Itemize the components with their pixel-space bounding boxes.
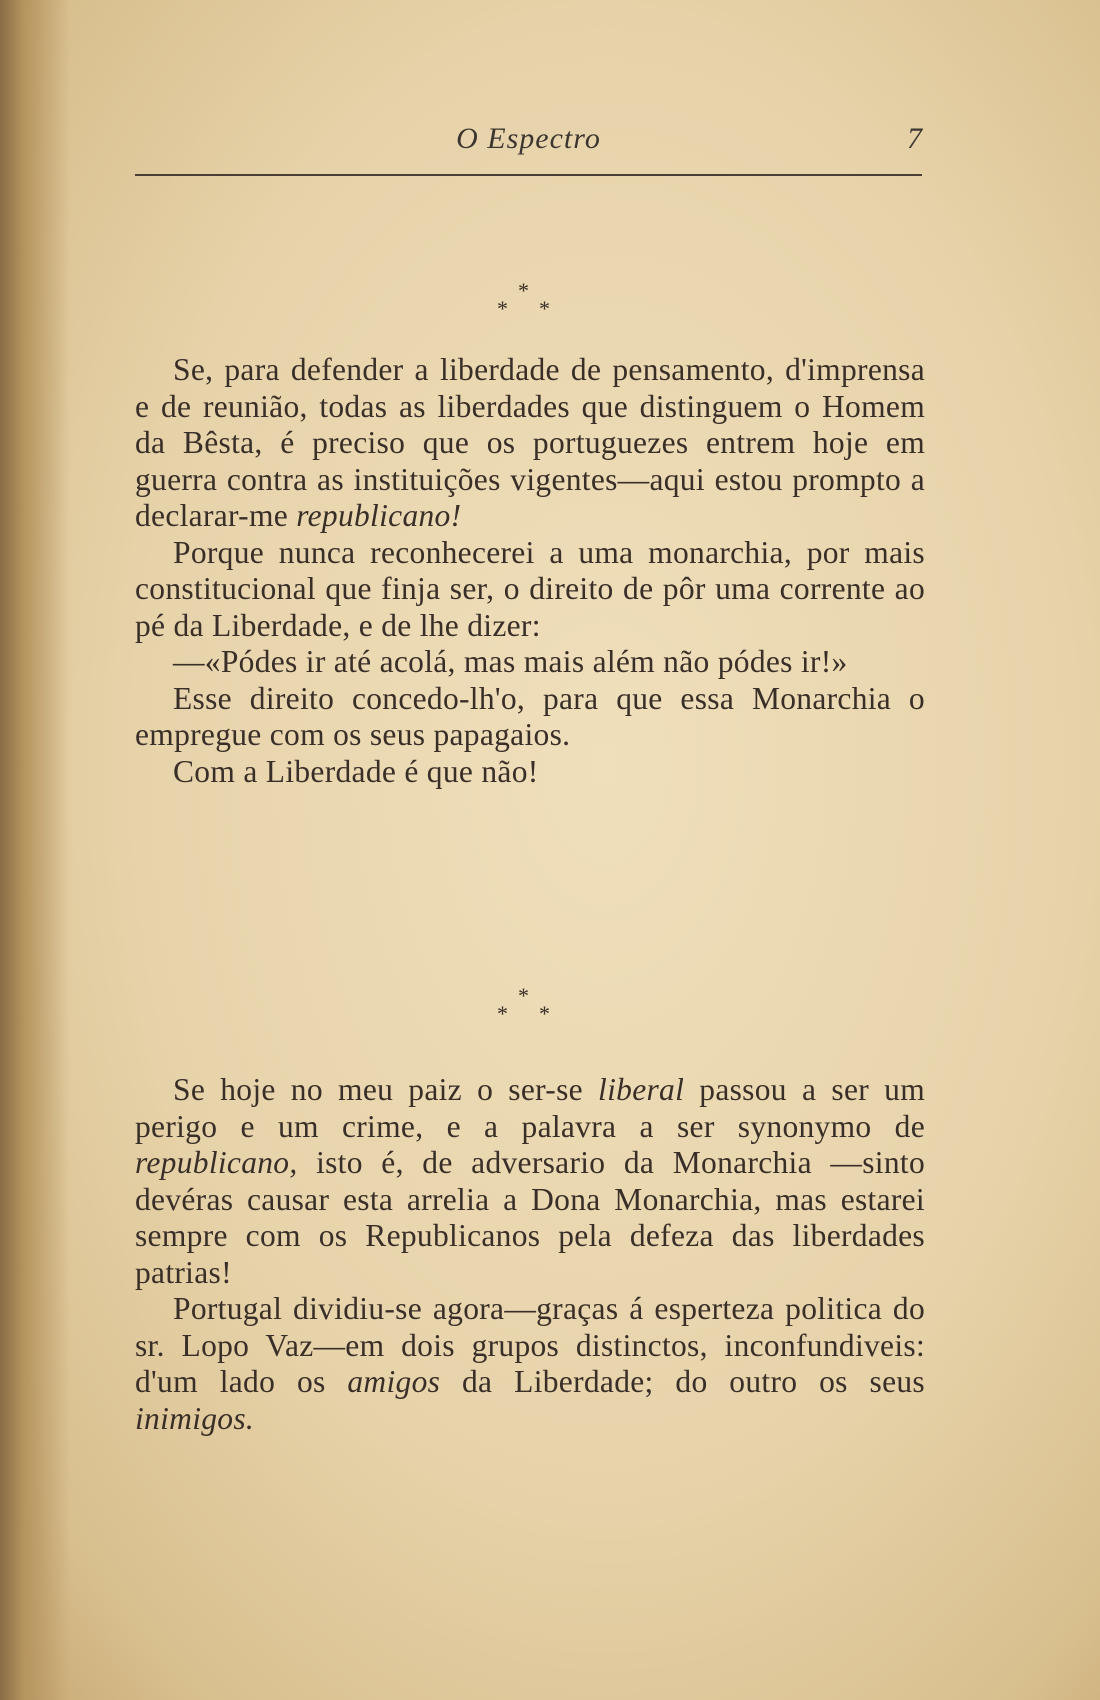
text-run: da Liberdade; do outro os seus — [440, 1364, 925, 1399]
asterism-star: * — [497, 1001, 508, 1026]
paragraph — [135, 1291, 925, 1437]
section-2-text — [135, 1072, 925, 1437]
italic-text: republicano! — [296, 498, 462, 533]
asterism-star: * — [518, 983, 529, 1008]
italic-text: amigos — [347, 1364, 441, 1399]
paragraph: Porque nunca reconhecerei a uma monarchia, por mais constitucional que finja ser, o direito de pôr uma corrente ao pé da Liberdade, e de lhe dizer: — [135, 534, 925, 643]
text-run: passou a ser um perigo e um crime, e a palavra a ser synonymo de — [135, 1072, 925, 1144]
running-title: O Espectro — [456, 122, 601, 155]
italic-text: liberal — [598, 1072, 685, 1107]
page-header — [135, 118, 922, 158]
text-run: Se, para defender a liberdade de pensamento, d'imprensa e de reunião, todas as liberdades que distinguem o Homem da Bêsta, é preciso que os portuguezes entrem hoje em guerra contra as instituições vigentes—aqui estou prompto a declarar-me — [135, 352, 925, 533]
asterism-star: * — [539, 296, 550, 321]
header-rule — [135, 174, 922, 176]
text-run: Se hoje no meu paiz o ser-se — [173, 1072, 599, 1107]
asterism-star: * — [518, 278, 529, 303]
paragraph: Com a Liberdade é que não! — [173, 753, 539, 789]
italic-text: inimigos. — [135, 1400, 255, 1436]
binding-shadow — [0, 0, 70, 1700]
text-run: isto é, de adversario da Monarchia —sinto devéras causar esta arrelia a Dona Monarchia, mas estarei sempre com os Republicanos pela defeza das liberdades patrias! — [135, 1145, 925, 1290]
paragraph — [135, 1072, 925, 1291]
section-1-text — [135, 352, 925, 790]
asterism-star: * — [539, 1001, 550, 1026]
paragraph: —«Pódes ir até acolá, mas mais além não pódes ir!» — [173, 644, 848, 679]
asterism-star: * — [497, 296, 508, 321]
italic-text: republicano, — [135, 1145, 298, 1180]
paragraph: Esse direito concedo-lh'o, para que essa Monarchia o empregue com os seus papagaios. — [135, 680, 925, 752]
text-run: Portugal dividiu-se agora—graças á esperteza politica do sr. Lopo Vaz—em dois grupos distinctos, inconfundiveis: d'um lado os — [135, 1291, 925, 1399]
asterism-1 — [495, 280, 555, 320]
paragraph — [135, 352, 925, 535]
asterism-2 — [495, 985, 555, 1025]
page-number: 7 — [907, 122, 922, 155]
